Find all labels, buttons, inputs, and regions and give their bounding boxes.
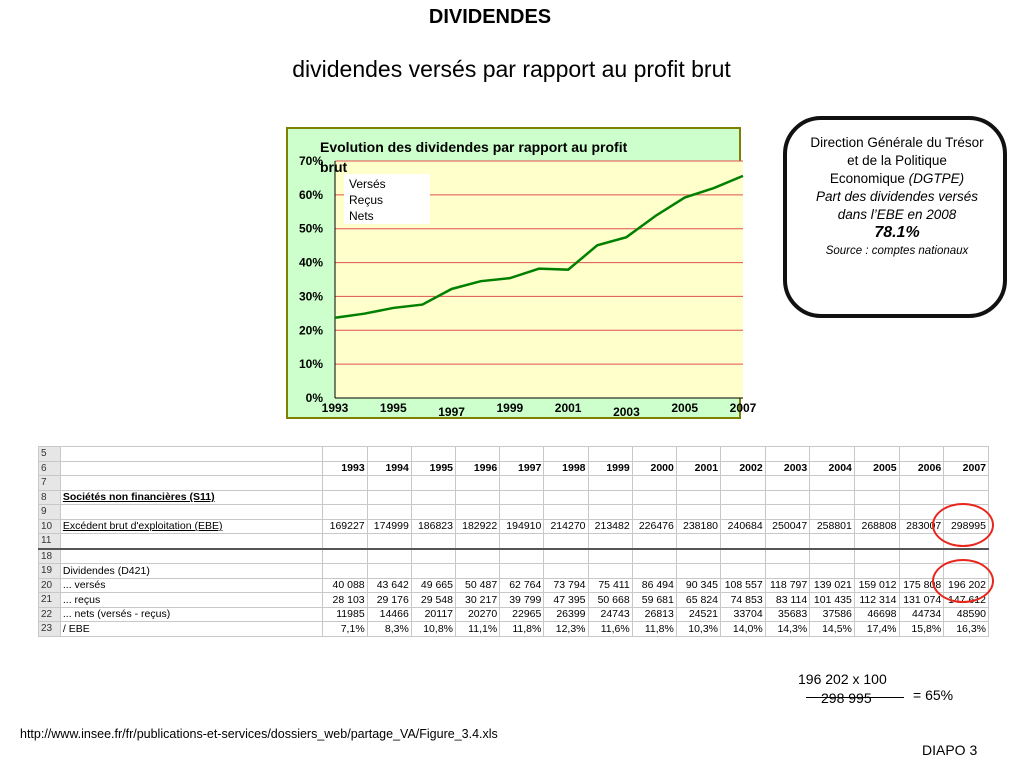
table-row (39, 490, 989, 505)
table-cell: 2001 (676, 461, 720, 476)
table-cell: 39 799 (500, 593, 544, 608)
table-cell (899, 476, 944, 491)
table-cell: 44734 (899, 607, 944, 622)
table-cell (411, 549, 455, 564)
table-cell: 2003 (765, 461, 810, 476)
table-cell: 2000 (632, 461, 676, 476)
y-tick-label: 60% (298, 187, 323, 202)
chart-title-line2: brut (320, 159, 348, 175)
table-cell: 49 665 (411, 578, 455, 593)
table-cell (500, 476, 544, 491)
y-tick-label: 50% (298, 221, 323, 236)
table-cell (765, 476, 810, 491)
info-box (783, 116, 1007, 318)
table-cell (500, 490, 544, 505)
table-cell: 16,3% (944, 622, 989, 637)
chart-svg (288, 129, 757, 419)
table-cell (588, 534, 632, 549)
table-cell: 182922 (456, 519, 500, 534)
table-cell (411, 447, 455, 462)
row-number: 21 (39, 593, 61, 608)
table-cell (810, 476, 855, 491)
table-cell (810, 549, 855, 564)
table-cell: 112 314 (854, 593, 899, 608)
table-cell (367, 534, 411, 549)
info-line-2: et de la Politique (847, 153, 947, 168)
table-row (39, 607, 989, 622)
table-row (39, 593, 989, 608)
table-cell: 147 612 (944, 593, 989, 608)
table-cell (323, 549, 367, 564)
info-source: Source : comptes nationaux (825, 245, 969, 257)
table-cell: 30 217 (456, 593, 500, 608)
table-cell: 226476 (632, 519, 676, 534)
row-label (60, 490, 323, 505)
table-cell (411, 476, 455, 491)
table-cell: 59 681 (632, 593, 676, 608)
table-cell: 108 557 (721, 578, 766, 593)
table-cell: 46698 (854, 607, 899, 622)
row-label (60, 447, 323, 462)
table-cell: 24521 (676, 607, 720, 622)
table-cell: 65 824 (676, 593, 720, 608)
table-cell: 11,1% (456, 622, 500, 637)
table-cell (367, 549, 411, 564)
table-cell: 1999 (588, 461, 632, 476)
row-label-text: Dividendes (D421) (62, 564, 150, 577)
row-label-text: Excédent brut d'exploitation (EBE) (62, 520, 223, 533)
table-cell (323, 564, 367, 579)
table-cell (367, 564, 411, 579)
spreadsheet-table (38, 446, 989, 636)
table-cell: 17,4% (854, 622, 899, 637)
row-number: 20 (39, 578, 61, 593)
table-cell: 11,8% (632, 622, 676, 637)
table-cell (854, 490, 899, 505)
table-cell: 10,3% (676, 622, 720, 637)
table-cell: 213482 (588, 519, 632, 534)
table-cell: 1995 (411, 461, 455, 476)
table-cell (500, 564, 544, 579)
table-cell: 1994 (367, 461, 411, 476)
table-cell: 2006 (899, 461, 944, 476)
table-row (39, 519, 989, 534)
x-tick-label: 1997 (438, 405, 465, 419)
row-number: 19 (39, 564, 61, 579)
table-cell (854, 476, 899, 491)
table-cell: 214270 (544, 519, 588, 534)
row-number: 11 (39, 534, 61, 549)
row-number: 9 (39, 505, 61, 520)
info-line-3-text: Economique (829, 171, 905, 186)
table-cell: 90 345 (676, 578, 720, 593)
row-label (60, 578, 323, 593)
legend-entry: Versés (349, 177, 386, 191)
table-cell (810, 564, 855, 579)
x-tick-label: 2005 (671, 401, 699, 415)
legend-entry: Nets (349, 209, 374, 223)
info-line-4: Part des dividendes versés (815, 189, 979, 204)
source-url[interactable]: http://www.insee.fr/fr/publications-et-services/dossiers_web/partage_VA/Figure_3.4.xls (20, 727, 498, 741)
row-number: 22 (39, 607, 61, 622)
row-number: 23 (39, 622, 61, 637)
legend-entry: Reçus (349, 193, 384, 207)
table-cell (632, 490, 676, 505)
row-label (60, 476, 323, 491)
calc-denominator: 298 995 (821, 690, 872, 706)
table-cell: 194910 (500, 519, 544, 534)
table-cell (854, 447, 899, 462)
table-cell (676, 534, 720, 549)
table-cell: 283007 (899, 519, 944, 534)
table-cell (899, 549, 944, 564)
row-label-text: ... nets (versés - reçus) (62, 608, 171, 621)
table-cell: 169227 (323, 519, 367, 534)
table-cell: 22965 (500, 607, 544, 622)
table-cell (588, 447, 632, 462)
table-cell: 118 797 (765, 578, 810, 593)
table-cell: 74 853 (721, 593, 766, 608)
table-cell (632, 549, 676, 564)
table-cell: 11,6% (588, 622, 632, 637)
table-cell: 8,3% (367, 622, 411, 637)
table-cell: 15,8% (899, 622, 944, 637)
x-tick-label: 1999 (496, 401, 524, 415)
table-cell: 298995 (944, 519, 989, 534)
table-cell (899, 490, 944, 505)
row-label-text: ... reçus (62, 593, 101, 606)
table-cell: 2004 (810, 461, 855, 476)
table-cell (588, 476, 632, 491)
table-cell (323, 476, 367, 491)
table-cell (456, 447, 500, 462)
table-row (39, 549, 989, 564)
table-cell (456, 564, 500, 579)
table-row (39, 578, 989, 593)
table-cell: 258801 (810, 519, 855, 534)
table-cell (810, 490, 855, 505)
table-cell (721, 505, 766, 520)
table-cell (456, 505, 500, 520)
table-cell (456, 549, 500, 564)
table-cell: 48590 (944, 607, 989, 622)
table-cell (854, 549, 899, 564)
table-cell (500, 505, 544, 520)
y-tick-label: 30% (298, 289, 323, 304)
row-label-text: ... versés (62, 579, 106, 592)
row-label (60, 505, 323, 520)
table-cell (854, 534, 899, 549)
table-row (39, 534, 989, 549)
table-cell (588, 490, 632, 505)
table-row (39, 622, 989, 637)
table-cell (765, 447, 810, 462)
table-cell (676, 490, 720, 505)
highlight-circle-ebe (932, 503, 994, 547)
table-cell: 40 088 (323, 578, 367, 593)
x-tick-label: 2007 (729, 401, 757, 415)
table-cell (632, 505, 676, 520)
x-tick-label: 1993 (321, 401, 349, 415)
table-cell: 159 012 (854, 578, 899, 593)
table-cell: 43 642 (367, 578, 411, 593)
row-label-text: Sociétés non financières (S11) (62, 491, 215, 504)
row-label (60, 534, 323, 549)
table-cell: 2005 (854, 461, 899, 476)
x-tick-label: 2003 (613, 405, 640, 419)
table-cell (944, 476, 989, 491)
table-cell (500, 549, 544, 564)
slide-number: DIAPO 3 (922, 742, 978, 758)
table-cell (854, 564, 899, 579)
table-cell: 29 548 (411, 593, 455, 608)
table-cell (323, 490, 367, 505)
info-line-3 (777, 170, 1017, 188)
table-cell: 62 764 (500, 578, 544, 593)
table-cell (632, 564, 676, 579)
table-cell (588, 505, 632, 520)
table-cell (323, 505, 367, 520)
table-cell: 238180 (676, 519, 720, 534)
table-cell: 26399 (544, 607, 588, 622)
highlight-circle-verses (932, 559, 994, 603)
table-cell: 86 494 (632, 578, 676, 593)
row-label (60, 593, 323, 608)
table-cell (367, 505, 411, 520)
row-number: 6 (39, 461, 61, 476)
table-cell (544, 447, 588, 462)
table-cell (367, 490, 411, 505)
table-cell: 28 103 (323, 593, 367, 608)
y-tick-label: 0% (305, 391, 323, 405)
table-row (39, 461, 989, 476)
table-cell: 14,0% (721, 622, 766, 637)
chart-title: Evolution des dividendes par rapport au profit (320, 139, 628, 155)
table-cell: 14,3% (765, 622, 810, 637)
table-cell: 1996 (456, 461, 500, 476)
row-label-text: / EBE (62, 622, 90, 635)
table-row (39, 476, 989, 491)
table-cell: 268808 (854, 519, 899, 534)
table-cell (456, 534, 500, 549)
table-cell (810, 447, 855, 462)
table-cell (500, 534, 544, 549)
dividend-chart (286, 127, 757, 419)
table-cell (544, 534, 588, 549)
table-cell: 35683 (765, 607, 810, 622)
table-cell (676, 447, 720, 462)
calc-numerator: 196 202 x 100 (798, 671, 887, 687)
table-cell: 250047 (765, 519, 810, 534)
table-cell: 240684 (721, 519, 766, 534)
table-row (39, 564, 989, 579)
table-cell (456, 476, 500, 491)
info-line-3-italic: (DGTPE) (908, 171, 965, 186)
table-cell (944, 447, 989, 462)
table-cell (456, 490, 500, 505)
table-cell (854, 505, 899, 520)
table-cell (323, 447, 367, 462)
table-cell (676, 476, 720, 491)
table-cell (765, 534, 810, 549)
table-cell: 14466 (367, 607, 411, 622)
table-cell (411, 534, 455, 549)
table-cell: 26813 (632, 607, 676, 622)
table-cell (632, 534, 676, 549)
row-number: 18 (39, 549, 61, 564)
table-cell: 1998 (544, 461, 588, 476)
table-cell (544, 564, 588, 579)
table-cell (721, 564, 766, 579)
table-cell (367, 476, 411, 491)
row-label (60, 607, 323, 622)
table-cell: 101 435 (810, 593, 855, 608)
table-cell: 131 074 (899, 593, 944, 608)
table-cell: 20270 (456, 607, 500, 622)
row-label (60, 622, 323, 637)
table-cell (411, 505, 455, 520)
table-cell (765, 549, 810, 564)
row-number: 10 (39, 519, 61, 534)
table-cell (544, 549, 588, 564)
table-cell (544, 490, 588, 505)
table-cell: 12,3% (544, 622, 588, 637)
table-cell: 50 487 (456, 578, 500, 593)
table-cell (411, 490, 455, 505)
table-cell (721, 476, 766, 491)
table-cell (721, 490, 766, 505)
table-cell (721, 447, 766, 462)
table-cell (367, 447, 411, 462)
table-cell (721, 534, 766, 549)
table-cell (721, 549, 766, 564)
table-cell (544, 476, 588, 491)
table-cell: 175 808 (899, 578, 944, 593)
y-tick-label: 70% (298, 154, 323, 168)
table-cell (632, 447, 676, 462)
x-tick-label: 1995 (379, 401, 407, 415)
table-cell (810, 505, 855, 520)
table-cell: 196 202 (944, 578, 989, 593)
table-cell (500, 447, 544, 462)
row-label (60, 564, 323, 579)
row-label (60, 549, 323, 564)
table-cell: 2002 (721, 461, 766, 476)
table-cell: 11,8% (500, 622, 544, 637)
table-cell: 29 176 (367, 593, 411, 608)
page-subtitle: dividendes versés par rapport au profit brut (292, 56, 731, 82)
table-cell: 37586 (810, 607, 855, 622)
table-cell (676, 505, 720, 520)
y-tick-label: 10% (298, 357, 323, 372)
table-cell (676, 549, 720, 564)
table-cell: 47 395 (544, 593, 588, 608)
table-cell: 75 411 (588, 578, 632, 593)
info-line-5: dans l’EBE en 2008 (837, 207, 957, 222)
table-cell: 186823 (411, 519, 455, 534)
table-cell: 2007 (944, 461, 989, 476)
table-cell (588, 549, 632, 564)
row-number: 7 (39, 476, 61, 491)
table-cell: 14,5% (810, 622, 855, 637)
data-table (38, 446, 989, 637)
table-cell (544, 505, 588, 520)
table-cell (411, 564, 455, 579)
x-tick-label: 2001 (554, 401, 582, 415)
table-cell (632, 476, 676, 491)
table-row (39, 505, 989, 520)
table-cell: 73 794 (544, 578, 588, 593)
table-cell: 33704 (721, 607, 766, 622)
page-title: DIVIDENDES (428, 6, 552, 28)
y-tick-label: 20% (298, 323, 323, 338)
row-number: 8 (39, 490, 61, 505)
table-cell (810, 534, 855, 549)
info-line-1: Direction Générale du Trésor (810, 135, 984, 150)
table-cell: 83 114 (765, 593, 810, 608)
row-label (60, 519, 323, 534)
table-cell (323, 534, 367, 549)
table-row (39, 447, 989, 462)
table-cell (765, 490, 810, 505)
table-cell: 24743 (588, 607, 632, 622)
calc-result: = 65% (913, 687, 954, 703)
table-cell: 10,8% (411, 622, 455, 637)
row-label (60, 461, 323, 476)
table-cell: 1993 (323, 461, 367, 476)
table-cell: 174999 (367, 519, 411, 534)
row-number: 5 (39, 447, 61, 462)
table-cell (765, 505, 810, 520)
table-cell: 11985 (323, 607, 367, 622)
info-value: 78.1% (874, 224, 920, 241)
table-cell: 7,1% (323, 622, 367, 637)
table-cell (588, 564, 632, 579)
y-tick-label: 40% (298, 255, 323, 270)
table-cell (676, 564, 720, 579)
table-cell: 20117 (411, 607, 455, 622)
table-cell (899, 447, 944, 462)
table-cell: 50 668 (588, 593, 632, 608)
table-cell (765, 564, 810, 579)
table-cell: 1997 (500, 461, 544, 476)
table-cell: 139 021 (810, 578, 855, 593)
